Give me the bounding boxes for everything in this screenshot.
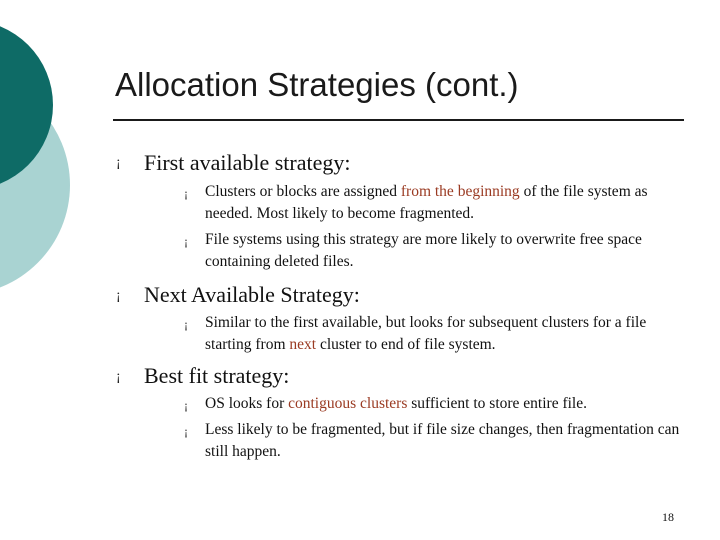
- highlight-text: next: [289, 336, 317, 353]
- decorative-circles: [0, 0, 80, 300]
- bullet-item: OS looks for contiguous clusters sufficient to store entire file.: [205, 395, 587, 412]
- highlight-text: from the beginning: [400, 183, 520, 200]
- bullet-item: Less likely to be fragmented, but if file size changes, then fragmentation can still happen.: [205, 421, 680, 460]
- section-heading-best-fit: Best fit strategy:: [144, 363, 290, 388]
- slide-title: Allocation Strategies (cont.): [115, 66, 519, 103]
- bullet-icon: ¡: [116, 155, 121, 170]
- bullet-item: File systems using this strategy are more likely to overwrite free space containing deleted files.: [205, 231, 642, 270]
- sub-bullet-icon: ¡: [184, 424, 188, 438]
- page-number: 18: [662, 510, 674, 524]
- sub-bullet-icon: ¡: [184, 186, 188, 200]
- section-heading-next-available: Next Available Strategy:: [144, 282, 360, 307]
- section-heading-first-available: First available strategy:: [144, 150, 351, 175]
- highlight-text: contiguous clusters: [288, 395, 408, 412]
- sub-bullet-icon: ¡: [184, 234, 188, 248]
- bullet-item: Similar to the first available, but looks for subsequent clusters for a file starting from next cluster to end of file system.: [205, 314, 647, 353]
- sub-bullet-icon: ¡: [184, 317, 188, 331]
- title-underline: [113, 119, 684, 121]
- bullet-icon: ¡: [116, 369, 121, 384]
- sub-bullet-icon: ¡: [184, 398, 188, 412]
- bullet-icon: ¡: [116, 288, 121, 303]
- bullet-item: Clusters or blocks are assigned from the beginning of the file system as needed. Most likely to become fragmented.: [205, 183, 648, 222]
